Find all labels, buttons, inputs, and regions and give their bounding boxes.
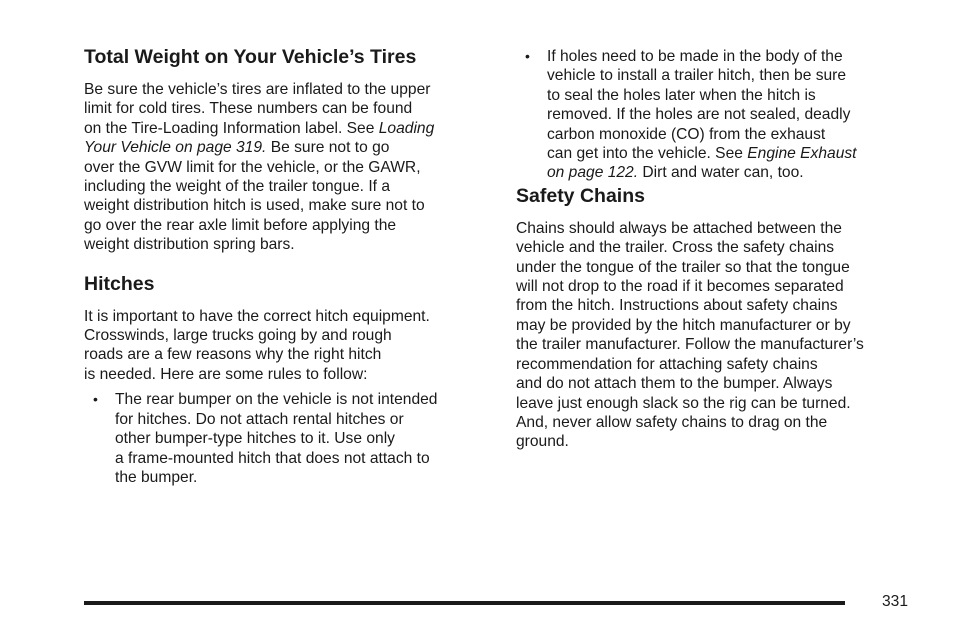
text-line: The rear bumper on the vehicle is not intended bbox=[115, 391, 438, 409]
text-line: for hitches. Do not attach rental hitches or bbox=[115, 410, 404, 428]
text-line bbox=[547, 144, 916, 163]
text-line: other bumper-type hitches to it. Use only bbox=[115, 430, 395, 448]
hitch-rules-list-continued bbox=[516, 47, 916, 183]
text-line: limit for cold tires. These numbers can be found bbox=[84, 100, 413, 118]
text-line: And, never allow safety chains to drag on the bbox=[516, 413, 828, 431]
text-line: is needed. Here are some rules to follow: bbox=[84, 365, 368, 383]
bullet-icon: • bbox=[93, 391, 98, 408]
page-reference-loading[interactable]: Loading bbox=[378, 119, 435, 137]
text-run: Dirt and water can, too. bbox=[638, 164, 804, 182]
left-column bbox=[84, 44, 494, 487]
text-line: vehicle and the trailer. Cross the safety chains bbox=[516, 239, 835, 257]
text-line: the trailer manufacturer. Follow the manufacturer’s bbox=[516, 336, 864, 354]
paragraph-safety-chains bbox=[516, 219, 916, 452]
text-line: will not drop to the road if it becomes separated bbox=[516, 278, 844, 296]
text-line: from the hitch. Instructions about safety chains bbox=[516, 297, 838, 315]
page-reference-engine-exhaust[interactable]: Engine Exhaust bbox=[747, 145, 857, 163]
text-run: on the Tire-Loading Information label. See bbox=[84, 119, 379, 137]
text-line: removed. If the holes are not sealed, deadly bbox=[547, 106, 851, 124]
footer-rule bbox=[84, 601, 845, 605]
text-line: ground. bbox=[516, 433, 569, 451]
list-item bbox=[516, 47, 916, 183]
text-line bbox=[84, 138, 494, 157]
text-line: vehicle to install a trailer hitch, then be sure bbox=[547, 67, 847, 85]
text-line: weight distribution hitch is used, make sure not to bbox=[84, 197, 425, 215]
text-line: including the weight of the trailer tongue. If a bbox=[84, 178, 391, 196]
text-line: Crosswinds, large trucks going by and rough bbox=[84, 327, 392, 345]
text-line: and do not attach them to the bumper. Always bbox=[516, 375, 833, 393]
text-line: It is important to have the correct hitch equipment. bbox=[84, 307, 430, 325]
text-line: If holes need to be made in the body of the bbox=[547, 48, 843, 65]
heading-safety-chains: Safety Chains bbox=[516, 184, 645, 207]
text-line: leave just enough slack so the rig can be turned. bbox=[516, 394, 851, 412]
text-run: can get into the vehicle. See bbox=[547, 145, 748, 163]
bullet-icon: • bbox=[525, 48, 530, 64]
page-number: 331 bbox=[882, 593, 909, 610]
heading-hitches: Hitches bbox=[84, 272, 155, 295]
list-item bbox=[84, 390, 494, 487]
text-line: roads are a few reasons why the right hitch bbox=[84, 346, 382, 364]
text-line: the bumper. bbox=[115, 468, 198, 486]
text-line: carbon monoxide (CO) from the exhaust bbox=[547, 125, 826, 143]
text-line: weight distribution spring bars. bbox=[84, 236, 295, 254]
page-reference-loading-cont[interactable]: Your Vehicle on page 319. bbox=[84, 139, 267, 157]
text-line bbox=[547, 163, 916, 182]
right-column bbox=[516, 44, 916, 452]
text-line: to seal the holes later when the hitch is bbox=[547, 86, 816, 104]
text-run: Be sure not to go bbox=[266, 139, 390, 157]
text-line: go over the rear axle limit before applying the bbox=[84, 216, 397, 234]
text-line: a frame-mounted hitch that does not attach to bbox=[115, 449, 430, 467]
text-line: over the GVW limit for the vehicle, or the GAWR, bbox=[84, 158, 421, 176]
page-reference-engine-exhaust-cont[interactable]: on page 122. bbox=[547, 164, 639, 182]
text-line bbox=[84, 119, 494, 138]
text-line: Chains should always be attached between the bbox=[516, 219, 842, 237]
text-line: under the tongue of the trailer so that the tongue bbox=[516, 258, 850, 276]
paragraph-total-weight bbox=[84, 80, 494, 255]
text-line: recommendation for attaching safety chains bbox=[516, 355, 818, 373]
text-line: may be provided by the hitch manufacturer or by bbox=[516, 316, 851, 334]
heading-total-weight: Total Weight on Your Vehicle’s Tires bbox=[84, 46, 417, 68]
paragraph-hitches bbox=[84, 307, 494, 385]
hitch-rules-list bbox=[84, 390, 494, 487]
text-line: Be sure the vehicle’s tires are inflated to the upper bbox=[84, 81, 431, 98]
